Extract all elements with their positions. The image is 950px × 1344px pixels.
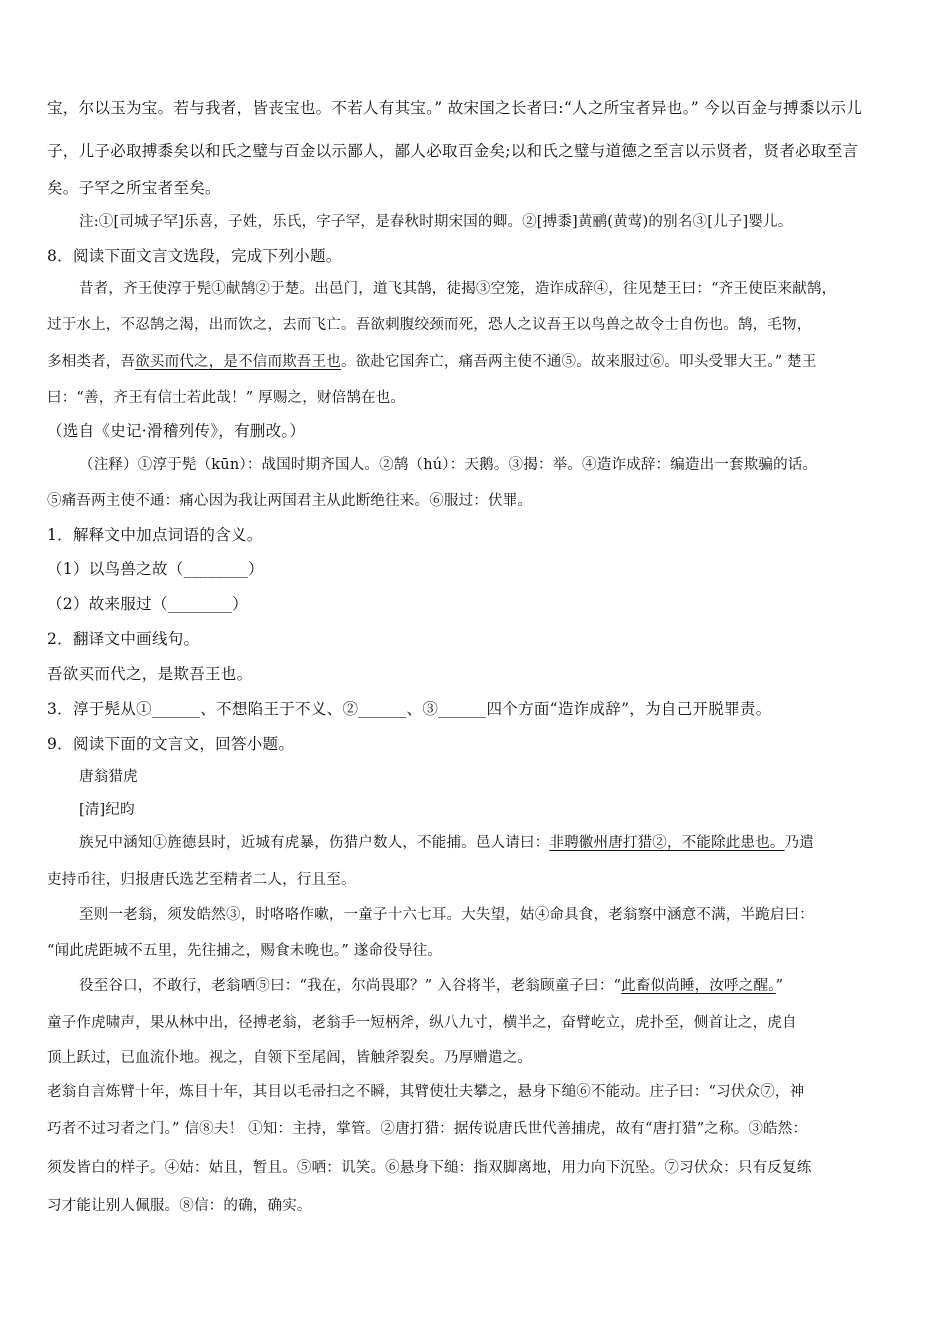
annotation-line: ⑤痛吾两主使不通：痛心因为我让两国君主从此断绝往来。⑥服过：伏罪。: [47, 493, 533, 509]
source-line: （选自《史记·滑稽列传》，有删改。）: [47, 422, 306, 440]
text-segment: ”: [775, 978, 784, 994]
passage-line: [79, 832, 814, 854]
passage-line: [47, 351, 817, 373]
underlined-sentence: 非聘徽州唐打猎②，不能除此患也。: [549, 835, 785, 851]
annotation-line: 须发皆白的样子。④姑：姑且，暂且。⑤哂：讥笑。⑥悬身下缒：指双脚离地，用力向下沉坠。⑦习伏众：只有反复练: [47, 1160, 812, 1176]
passage-author: [清]纪昀: [79, 802, 135, 818]
question-heading: 8．阅读下面文言文选段，完成下列小题。: [47, 247, 342, 265]
passage-line: 老翁自言炼臂十年，炼目十年，其目以毛帚扫之不瞬，其臂使壮夫攀之，悬身下缒⑥不能动。庄子曰：“习伏众⑦，神: [47, 1084, 805, 1100]
passage-line: 巧者不过习者之门。” 信⑧夫！ ①知：主持，掌管。②唐打猎：据传说唐氏世代善捕虎，故有“唐打猎”之称。③皓然：: [47, 1121, 808, 1137]
passage-line: “闻此虎距城不五里，先往捕之，赐食未晚也。” 遂命役导往。: [47, 943, 442, 959]
underlined-sentence: 欲买而代之，是不信而欺吾王也: [135, 354, 342, 370]
annotation-line: （注释）①淳于髡（kūn）：战国时期齐国人。②鹄（hú）：天鹅。③揭：举。④造诈成辞：编造出一套欺骗的话。: [79, 457, 818, 473]
passage-line: 昔者，齐王使淳于髡①献鹄②于楚。出邑门，道飞其鹄，徒揭③空笼，造诈成辞④，往见楚王曰：“齐王使臣来献鹄，: [79, 281, 837, 297]
text-line: 矣。子罕之所宝者至矣。: [47, 179, 221, 197]
text-segment: 多相类者，吾: [47, 354, 136, 370]
text-line: 宝，尔以玉为宝。若与我者，皆丧宝也。不若人有其宝。” 故宋国之长者曰:“人之所宝者异也。” 今以百金与搏黍以示儿: [47, 99, 863, 117]
sub-question: 3．淳于髡从①______、不想陷王于不义、②______、③______四个方面“造诈成辞”，为自己开脱罪责。: [47, 700, 772, 718]
answer-blank-line: （1）以鸟兽之故（________）: [47, 560, 264, 578]
passage-line: 至则一老翁，须发皓然③，时咯咯作嗽，一童子十六七耳。大失望，姑④命具食，老翁察中涵意不满，半跪启曰：: [79, 907, 814, 923]
passage-line: 过于水上，不忍鹄之渴，出而饮之，去而飞亡。吾欲刺腹绞颈而死，恐人之议吾王以鸟兽之故令士自伤也。鹄，毛物，: [47, 317, 812, 333]
passage-title: 唐翁猎虎: [79, 769, 138, 785]
sub-question: 1．解释文中加点词语的含义。: [47, 526, 263, 544]
text-segment: 族兄中涵知①旌德县时，近城有虎暴，伤猎户数人，不能捕。邑人请曰：: [79, 835, 550, 851]
underlined-sentence: 此畜似尚睡，汝呼之醒。: [621, 978, 776, 994]
passage-line: 吏持币往，归报唐氏选艺至精者二人，行且至。: [47, 872, 356, 888]
passage-line: 童子作虎啸声，果从林中出，径搏老翁，老翁手一短柄斧，纵八九寸，横半之，奋臂屹立，虎扑至，侧首让之，虎自: [47, 1015, 797, 1031]
text-line: 吾欲买而代之，是欺吾王也。: [47, 665, 253, 683]
annotation-line: 习才能让别人佩服。⑧信：的确，确实。: [47, 1198, 312, 1214]
text-segment: 乃遣: [784, 835, 815, 851]
annotation-line: 注:①[司城子罕]乐喜，子姓，乐氏，字子罕，是春秋时期宋国的卿。②[搏黍]黄鹂(黄莺)的别名③[儿子]婴儿。: [79, 214, 793, 230]
text-segment: 。欲赴它国奔亡，痛吾两主使不通⑤。故来服过⑥。叩头受罪大王。” 楚王: [341, 354, 817, 370]
passage-line: [79, 975, 783, 997]
sub-question: 2．翻译文中画线句。: [47, 630, 200, 648]
answer-blank-line: （2）故来服过（________）: [47, 595, 248, 613]
question-heading: 9．阅读下面的文言文，回答小题。: [47, 735, 295, 753]
passage-line: 曰：“善，齐王有信士若此哉！” 厚赐之，财倍鹄在也。: [47, 390, 406, 406]
passage-line: 顶上跃过，已血流仆地。视之，自领下至尾闾，皆触斧裂矣。乃厚赠遣之。: [47, 1050, 533, 1066]
text-line: 子，儿子必取搏黍矣以和氏之璧与百金以示鄙人，鄙人必取百金矣;以和氏之璧与道德之至言以示贤者，贤者必取至言: [47, 142, 859, 160]
text-segment: 役至谷口，不敢行，老翁哂⑤曰：“我在，尔尚畏耶？” 入谷将半，老翁顾童子曰：“: [79, 978, 622, 994]
